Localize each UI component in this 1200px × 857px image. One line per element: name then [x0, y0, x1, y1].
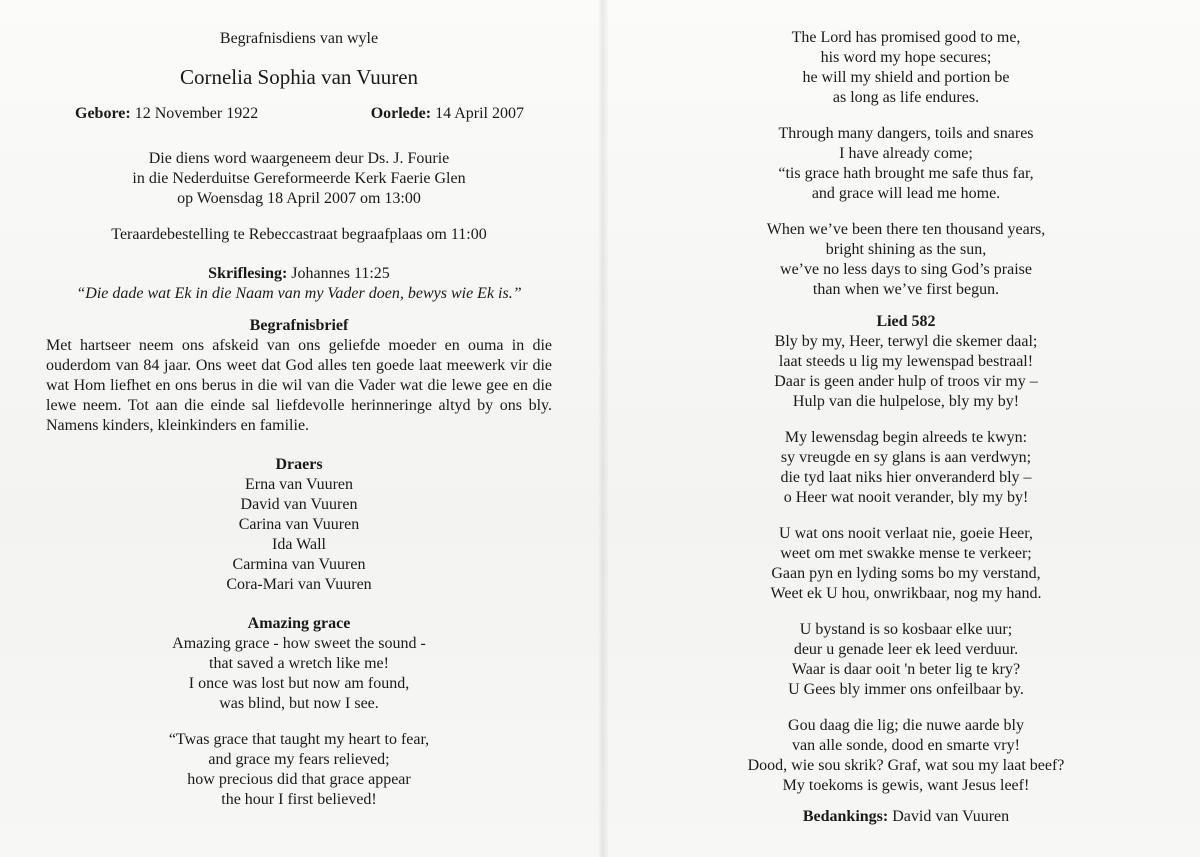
service-line: Die diens word waargeneem deur Ds. J. Fourie	[148, 150, 450, 167]
intro-text: Begrafnisdiens van wyle	[219, 30, 379, 47]
hymn-verse: “Twas grace that taught my heart to fear, and grace my fears relieved; how precious did that grace appear the hour I first believed!	[168, 731, 430, 808]
letter-title: Begrafnisbrief	[249, 317, 349, 334]
service-line: op Woensdag 18 April 2007 om 13:00	[177, 190, 421, 207]
bearer-name: Erna van Vuuren	[244, 476, 354, 493]
lied-verse: Bly by my, Heer, terwyl die skemer daal; laat steeds u lig my lewenspad bestraal! Daar is geen ander hulp of troos vir my – Hulp van die hulpelose, bly my by!	[774, 333, 1038, 410]
bearer-name: Carina van Vuuren	[238, 516, 360, 533]
bearers-title: Draers	[275, 456, 323, 473]
scripture-reading: Skriflesing: Johannes 11:25	[208, 265, 390, 282]
right-page	[600, 0, 1200, 857]
bearers-list	[46, 475, 552, 595]
hymn-verse: The Lord has promised good to me, his word my hope secures; he will my shield and portion be as long as life endures.	[791, 29, 1021, 106]
deceased-name: Cornelia Sophia van Vuuren	[179, 65, 419, 89]
hymn-verse: When we’ve been there ten thousand years, bright shining as the sun, we’ve no less days to sing God’s praise than when we’ve first begun.	[766, 221, 1046, 298]
bearer-name: Cora-Mari van Vuuren	[226, 576, 372, 593]
service-details	[46, 149, 552, 209]
hymn-verse: Amazing grace - how sweet the sound - that saved a wretch like me! I once was lost but now am found, was blind, but now I see.	[172, 635, 426, 712]
scripture-quote: “Die dade wat Ek in die Naam van my Vader doen, bewys wie Ek is.”	[76, 285, 522, 302]
lied-verse: U wat ons nooit verlaat nie, goeie Heer, weet om met swakke mense te verkeer; Gaan pyn en lyding soms bo my verstand, Weet ek U hou, onwrikbaar, nog my hand.	[770, 525, 1042, 602]
born-date: Gebore: 12 November 1922	[75, 105, 259, 122]
dates-row	[46, 104, 552, 124]
hymn-title: Amazing grace	[247, 615, 351, 632]
lied-title: Lied 582	[876, 313, 936, 330]
service-line: in die Nederduitse Gereformeerde Kerk Faerie Glen	[132, 170, 466, 187]
lied-verse: My lewensdag begin alreeds te kwyn: sy vreugde en sy glans is aan verdwyn; die tyd laat niks hier onveranderd bly – o Heer wat nooit verander, bly my by!	[780, 429, 1032, 506]
bearer-name: Ida Wall	[272, 536, 326, 553]
letter-text: Met hartseer neem ons afskeid van ons geliefde moeder en ouma in die ouderdom van 84 jaar. Ons weet dat God alles ten goede laat meewerk vir die wat Hom liefhet en ons berus in die wil van die Vader wat die lewe gee en die lewe neem. Tot aan die einde sal liefdevolle herinneringe altyd by ons bly. Namens kinders, kleinkinders en familie.	[46, 337, 552, 434]
burial-text: Teraardebestelling te Rebeccastraat begraafplaas om 11:00	[111, 226, 487, 243]
thanks-line: Bedankings: David van Vuuren	[802, 808, 1010, 825]
lied-verse: U bystand is so kosbaar elke uur; deur u genade leer ek leed verduur. Waar is daar ooit 'n beter lig te kry? U Gees bly immer ons onfeilbaar by.	[788, 621, 1024, 698]
hymn-verse: Through many dangers, toils and snares I have already come; “tis grace hath brought me safe thus far, and grace will lead me home.	[778, 125, 1034, 202]
page-fold	[598, 0, 608, 857]
bearer-name: David van Vuuren	[240, 496, 358, 513]
bearer-name: Carmina van Vuuren	[232, 556, 366, 573]
lied-verse: Gou daag die lig; die nuwe aarde bly van alle sonde, dood en smarte vry! Dood, wie sou skrik? Graf, wat sou my laat beef? My toekoms is gewis, want Jesus leef!	[747, 717, 1065, 794]
died-date: Oorlede: 14 April 2007	[370, 105, 524, 122]
